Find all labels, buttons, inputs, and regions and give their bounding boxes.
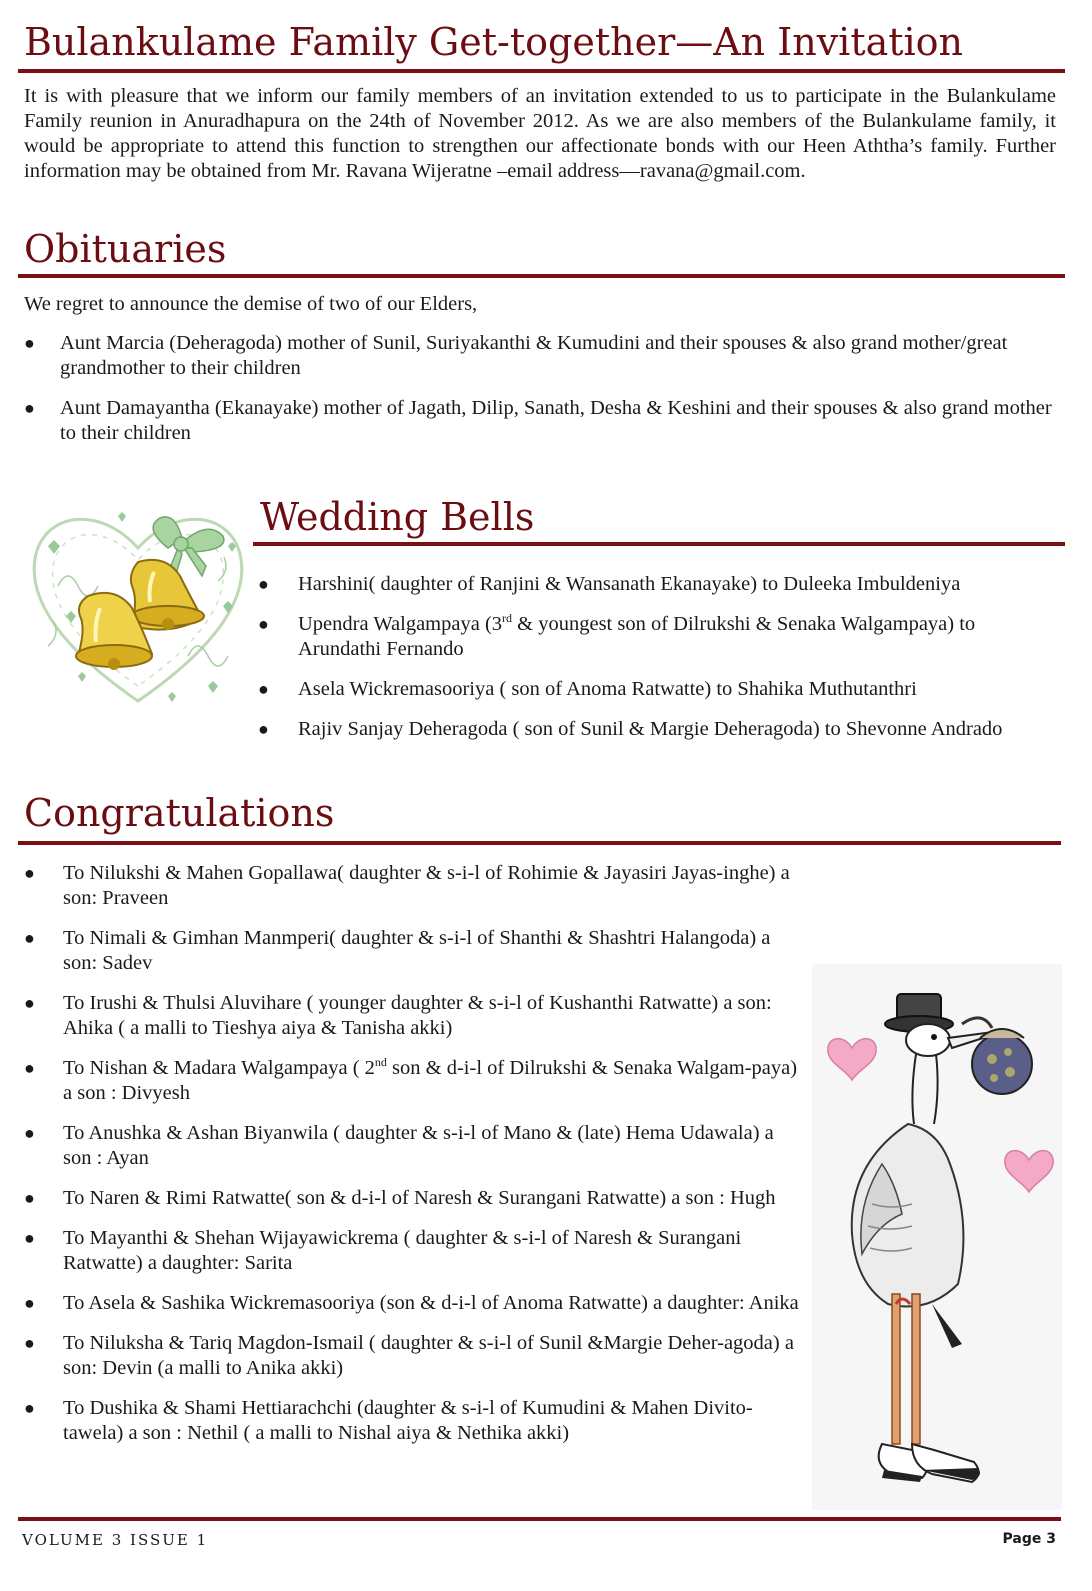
list-item [24, 991, 802, 1041]
list-item [24, 926, 802, 976]
list-item [258, 717, 1058, 742]
bullet-icon: ● [24, 1123, 35, 1143]
congrats-title: Congratulations [24, 791, 335, 835]
congrats-text-b: son & d-i-l of Dilrukshi & Senaka Walgam-paya) a son : Divyesh [63, 1057, 798, 1104]
bullet-icon: ● [24, 333, 35, 353]
congrats-text: To Dushika & Shami Hettiarachchi (daughter & s-i-l of Kumudini & Mahen Divito-tawela) a son : Nethil ( a malli to Nishal aiya & Nethika akki) [63, 1397, 753, 1444]
ordinal-suffix: nd [374, 1055, 387, 1070]
list-item [24, 1396, 802, 1446]
congrats-text: To Nilukshi & Mahen Gopallawa( daughter & s-i-l of Rohimie & Jayasiri Jayas-inghe) a son: Praveen [63, 862, 790, 909]
wedding-text: Asela Wickremasooriya ( son of Anoma Ratwatte) to Shahika Muthutanthri [298, 678, 917, 700]
congrats-text: To Anushka & Ashan Biyanwila ( daughter & s-i-l of Mano & (late) Hema Udawala) a son : Ayan [63, 1122, 774, 1169]
bullet-icon: ● [24, 1228, 35, 1248]
list-item [24, 1226, 802, 1276]
ordinal-suffix: rd [502, 611, 513, 626]
bullet-icon: ● [24, 1188, 35, 1208]
bullet-icon: ● [24, 1058, 35, 1078]
bullet-icon: ● [24, 1398, 35, 1418]
wedding-bells-illustration [18, 486, 258, 722]
invitation-body: It is with pleasure that we inform our family members of an invitation extended to us to participate in the Bulankulame Family reunion in Anuradhapura on the 24th of November 2012. As we are also members of the Bulankulame family, it would be appropriate to attend this function to strengthen our affectionate bonds with our Heen Aththa’s family. Further information may be obtained from Mr. Ravana Wijeratne –email address—ravana@gmail.com. [24, 85, 1056, 182]
congrats-text: To Mayanthi & Shehan Wijayawickrema ( daughter & s-i-l of Naresh & Surangani Ratwatte) a daughter: Sarita [63, 1227, 742, 1274]
congrats-rule [18, 841, 1061, 845]
wedding-rule [253, 542, 1065, 546]
list-item [24, 1056, 802, 1106]
footer-rule [18, 1517, 1061, 1521]
obituaries-list [24, 331, 1054, 446]
list-item [24, 1186, 802, 1211]
congrats-text: To Naren & Rimi Ratwatte( son & d-i-l of Naresh & Surangani Ratwatte) a son : Hugh [63, 1187, 776, 1209]
list-item [24, 861, 802, 911]
bullet-icon: ● [24, 1333, 35, 1353]
invitation-title: Bulankulame Family Get-together—An Invitation [24, 20, 964, 64]
wedding-list [258, 572, 1058, 742]
list-item [24, 396, 1054, 446]
bullet-icon: ● [258, 574, 269, 594]
obituaries-rule [18, 274, 1065, 278]
wedding-text: Harshini( daughter of Ranjini & Wansanath Ekanayake) to Duleeka Imbuldeniya [298, 573, 961, 595]
congrats-text: To Niluksha & Tariq Magdon-Ismail ( daughter & s-i-l of Sunil &Margie Deher-agoda) a son: Devin (a malli to Anika akki) [63, 1332, 794, 1379]
invitation-rule [18, 69, 1065, 73]
bells-icon [18, 486, 258, 722]
wedding-text-b: & youngest son of Dilrukshi & Senaka Walgampaya) to Arundathi Fernando [298, 613, 976, 660]
list-item [24, 1331, 802, 1381]
bullet-icon: ● [24, 863, 35, 883]
obituaries-intro: We regret to announce the demise of two of our Elders, [24, 293, 478, 315]
wedding-text: Rajiv Sanjay Deheragoda ( son of Sunil & Margie Deheragoda) to Shevonne Andrado [298, 718, 1003, 740]
bullet-icon: ● [24, 928, 35, 948]
congrats-text: To Asela & Sashika Wickremasooriya (son & d-i-l of Anoma Ratwatte) a daughter: Anika [63, 1292, 799, 1314]
congrats-text: To Irushi & Thulsi Aluvihare ( younger daughter & s-i-l of Kushanthi Ratwatte) a son: Ahika ( a malli to Tieshya aiya & Tanisha akki) [63, 992, 772, 1039]
bullet-icon: ● [24, 398, 35, 418]
wedding-title: Wedding Bells [260, 495, 535, 539]
list-item [24, 1121, 802, 1171]
congrats-list [24, 861, 802, 1446]
list-item [24, 1291, 802, 1316]
list-item [258, 612, 1058, 662]
stork-illustration [812, 964, 1062, 1510]
bullet-icon: ● [258, 719, 269, 739]
obituaries-title: Obituaries [24, 227, 227, 271]
bullet-icon: ● [24, 993, 35, 1013]
congrats-text-a: To Nishan & Madara Walgampaya ( 2 [63, 1057, 375, 1079]
bullet-icon: ● [258, 614, 269, 634]
bullet-icon: ● [24, 1293, 35, 1313]
congrats-text: To Nimali & Gimhan Manmperi( daughter & s-i-l of Shanthi & Shashtri Halangoda) a son: Sadev [63, 927, 771, 974]
obituary-text: Aunt Marcia (Deheragoda) mother of Sunil, Suriyakanthi & Kumudini and their spouses & also grand mother/great grandmother to their children [60, 332, 1008, 379]
footer-page-number: Page 3 [1002, 1531, 1056, 1547]
list-item [258, 572, 1058, 597]
obituary-text: Aunt Damayantha (Ekanayake) mother of Jagath, Dilip, Sanath, Desha & Keshini and their spouses & also grand mother to their children [60, 397, 1052, 444]
list-item [24, 331, 1054, 381]
bullet-icon: ● [258, 679, 269, 699]
stork-icon [812, 964, 1062, 1510]
footer-volume: VOLUME 3 ISSUE 1 [22, 1531, 209, 1549]
list-item [258, 677, 1058, 702]
wedding-text-a: Upendra Walgampaya (3 [298, 613, 503, 635]
